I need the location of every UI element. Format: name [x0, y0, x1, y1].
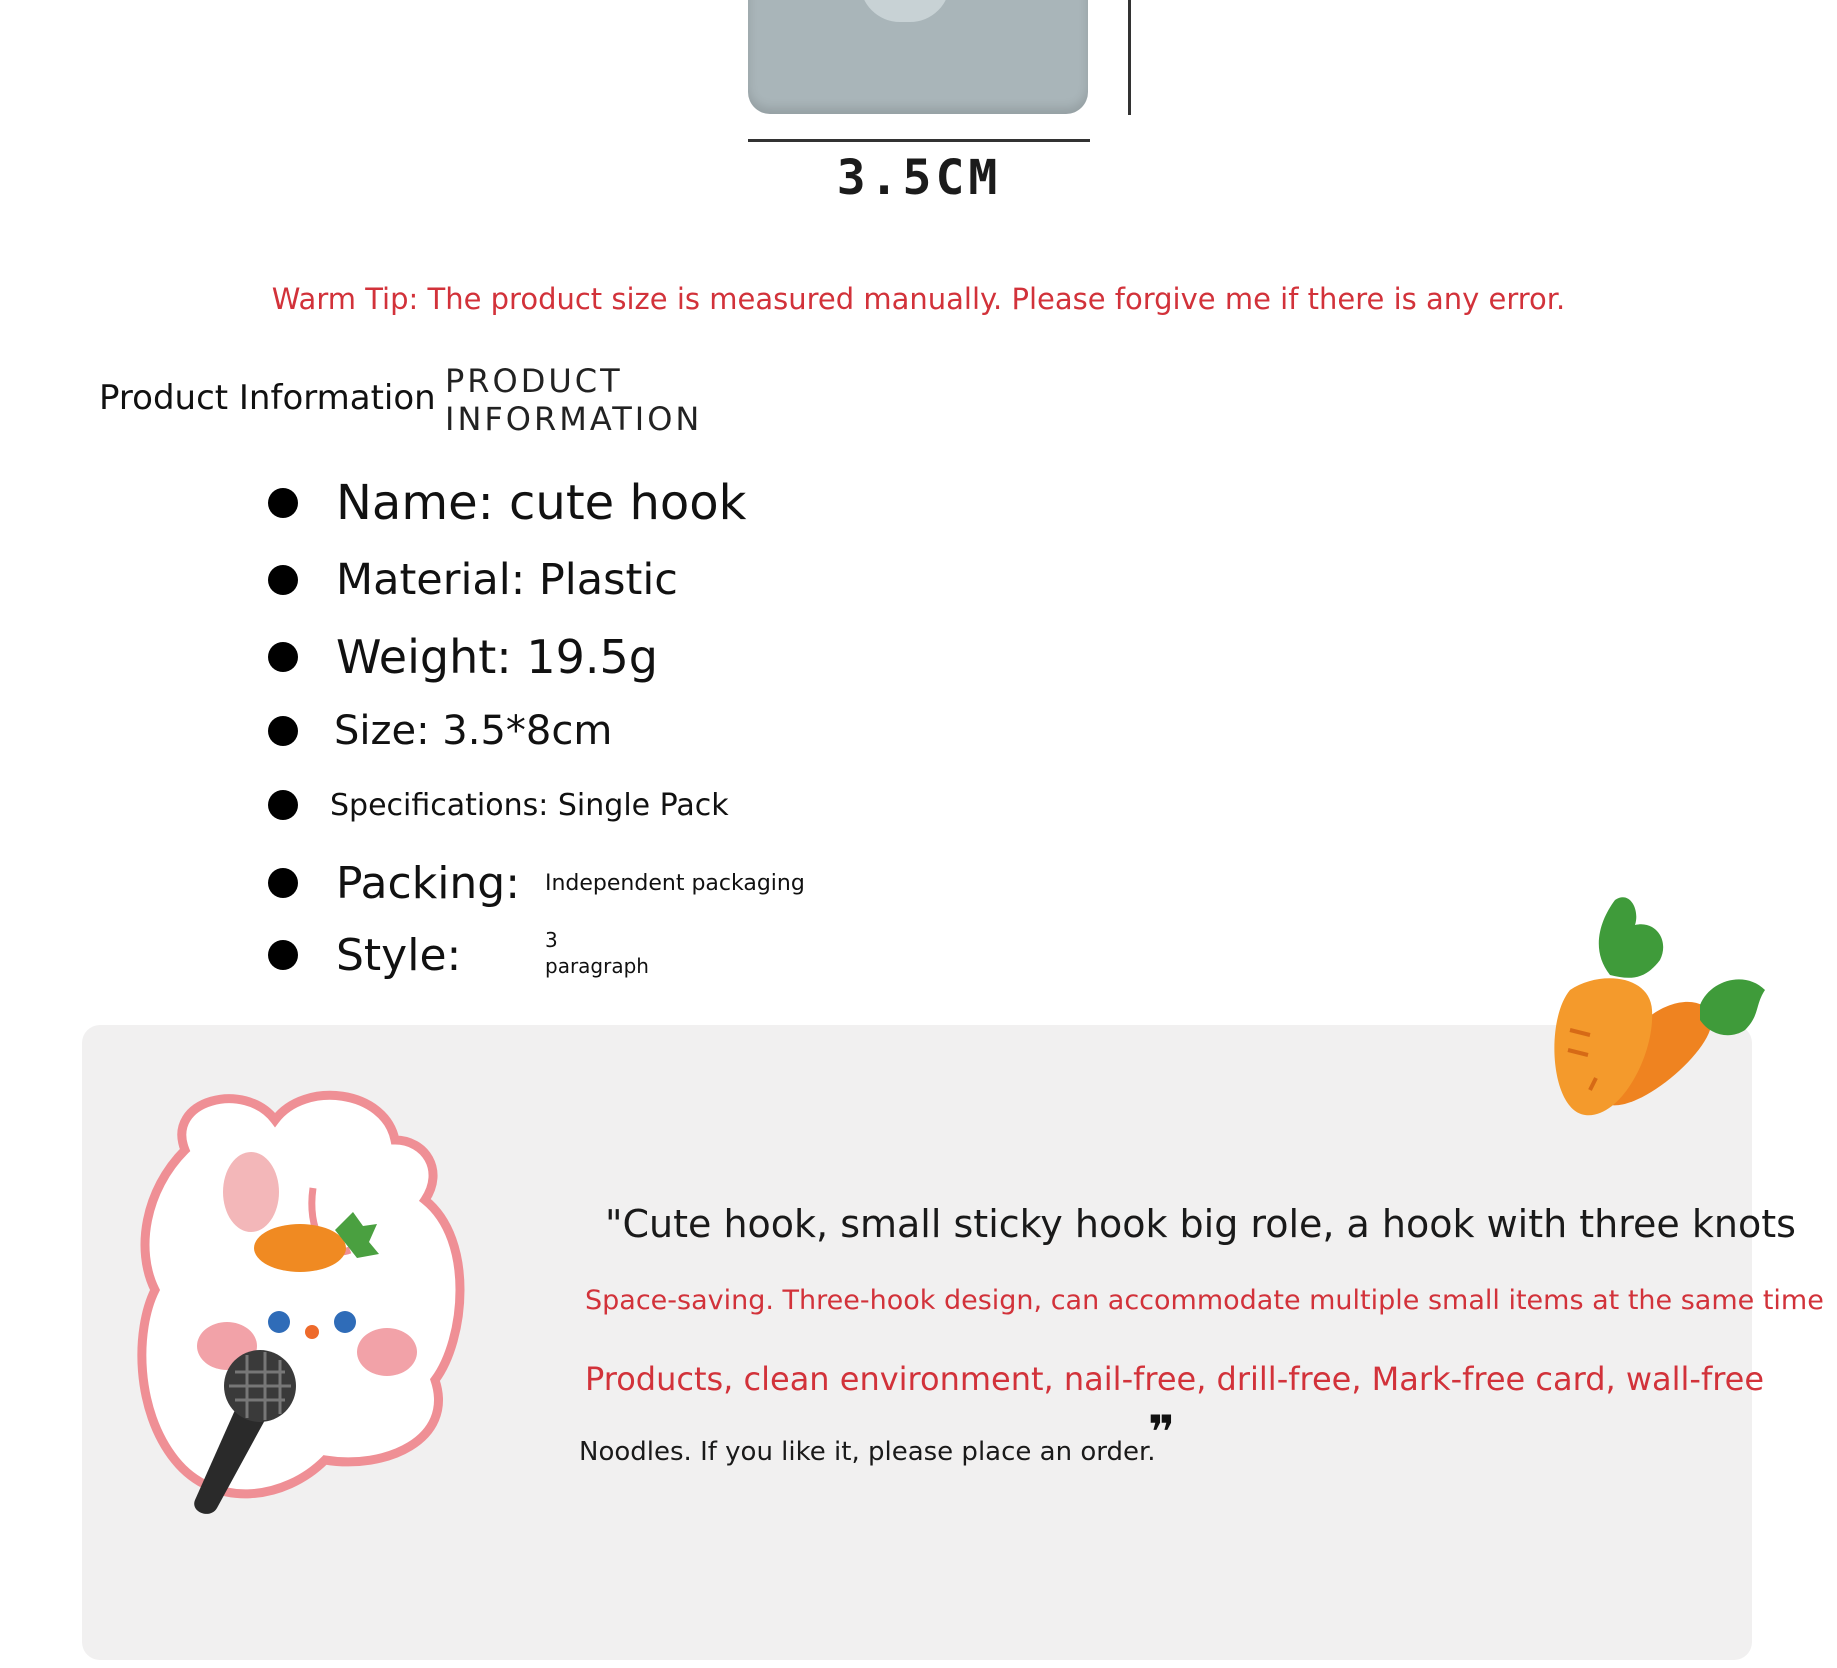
warm-tip: Warm Tip: The product size is measured manually. Please forgive me if there is any error. — [271, 282, 1566, 316]
dimension-line-horizontal — [748, 139, 1090, 142]
bunny-inner-ear — [223, 1152, 279, 1232]
spec-style-value-line1: 3 — [545, 928, 558, 952]
spec-style-value-line2: paragraph — [545, 954, 649, 978]
spec-packing-value: Independent packaging — [545, 870, 805, 896]
spec-item-specifications — [268, 775, 729, 835]
bullet-icon — [268, 790, 298, 820]
bullet-icon — [268, 565, 298, 595]
dimension-line-vertical — [1128, 0, 1131, 115]
bunny-nose — [305, 1325, 319, 1339]
bullet-icon — [268, 868, 298, 898]
spec-item-style — [268, 925, 649, 985]
section-subtitle — [445, 362, 745, 438]
section-subtitle-line2: INFORMATION — [445, 400, 703, 438]
spec-specifications-text: Specifications: Single Pack — [330, 787, 729, 823]
bunny-eye-right — [334, 1311, 356, 1333]
bullet-icon — [268, 940, 298, 970]
close-quote-icon: ❞ — [1148, 1405, 1175, 1459]
spec-style-value — [545, 927, 649, 979]
spec-packing-label: Packing: — [336, 857, 521, 909]
description-line-2: Space-saving. Three-hook design, can accommodate multiple small items at the same time — [585, 1285, 1824, 1316]
bunny-outline — [142, 1095, 460, 1494]
bunny-eye-left — [268, 1311, 290, 1333]
bullet-icon — [268, 716, 298, 746]
bullet-icon — [268, 488, 298, 518]
spec-weight-text: Weight: 19.5g — [336, 630, 658, 684]
spec-item-size — [268, 701, 613, 761]
spec-style-label: Style: — [336, 929, 462, 981]
dimension-label: 3.5CM — [836, 150, 1002, 206]
spec-item-packing — [268, 853, 805, 913]
spec-item-material — [268, 550, 678, 610]
section-subtitle-line1: PRODUCT — [445, 362, 623, 400]
section-title: Product Information — [99, 378, 436, 418]
bunny-microphone-illustration — [125, 1080, 505, 1540]
spec-material-text: Material: Plastic — [336, 555, 678, 605]
carrots-illustration — [1530, 880, 1780, 1130]
spec-item-weight — [268, 627, 658, 687]
description-line-3: Products, clean environment, nail-free, drill-free, Mark-free card, wall-free — [585, 1360, 1765, 1398]
description-line-1: "Cute hook, small sticky hook big role, a hook with three knots — [605, 1202, 1796, 1246]
bullet-icon — [268, 642, 298, 672]
description-line-4: Noodles. If you like it, please place an order. — [579, 1437, 1156, 1467]
bunny-cheek-right — [357, 1328, 417, 1376]
spec-size-text: Size: 3.5*8cm — [334, 708, 613, 754]
spec-item-name — [268, 473, 747, 533]
spec-name-text: Name: cute hook — [336, 475, 747, 531]
